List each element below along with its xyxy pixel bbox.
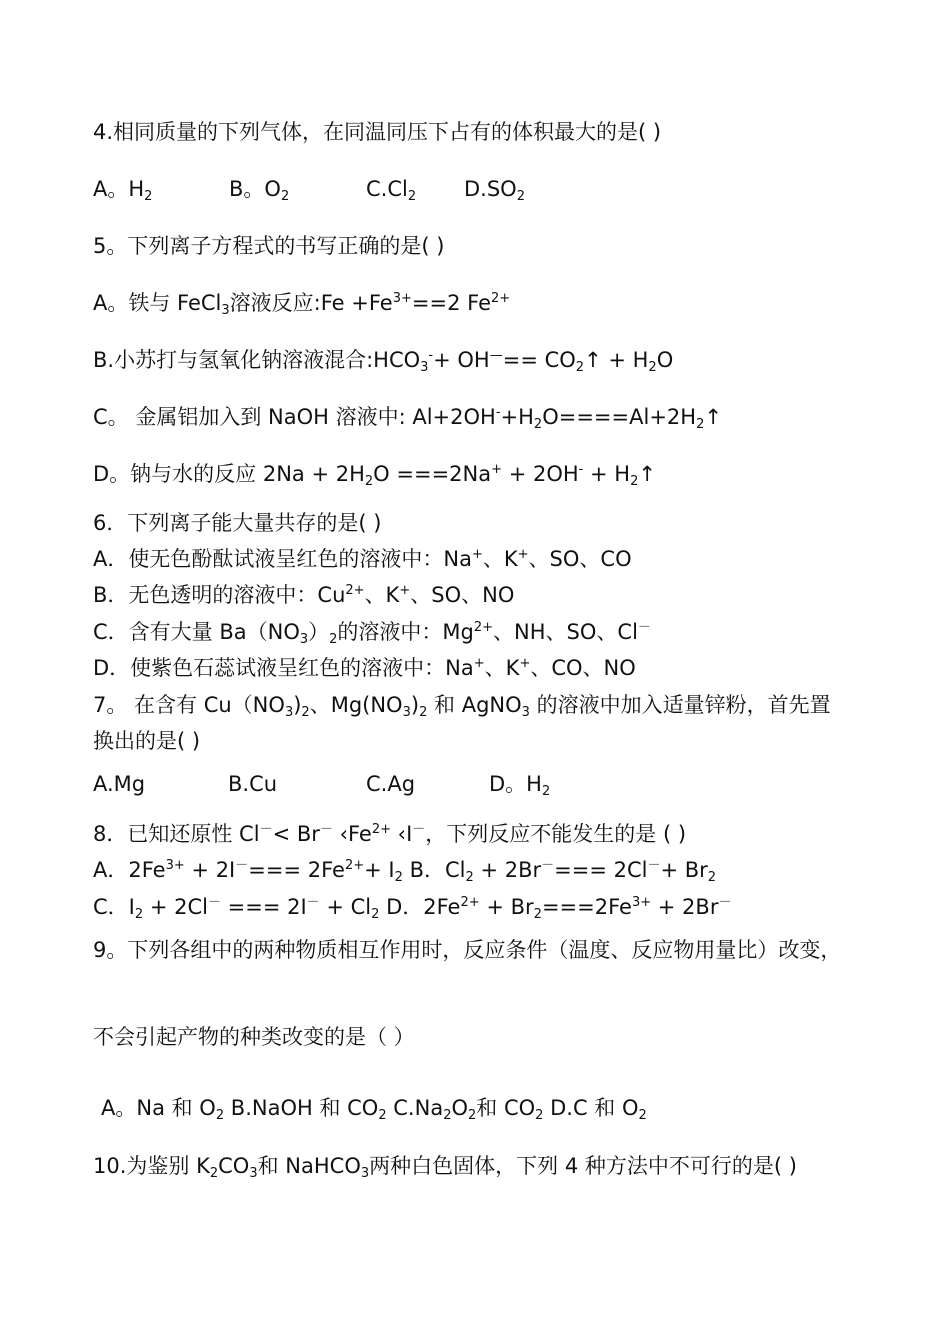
q8-stem: 8．已知还原性 Cl－< Br－ $‹Fe^{2+}$ ‹I－，下列反应不能发生的是 ( ) [93,822,687,846]
q6-option-a: A．使无色酚酞试液呈红色的溶液中：Na+、K+、SO、CO [93,547,632,571]
q8-options-ab: A．$2Fe^{3+} + 2I^-=== 2Fe^{2+}+ I_2$ B．$Cl_2 + 2Br^-=== 2Cl^-+ Br_2$ [93,858,717,885]
q7-stem: 7。 在含有 $Cu(NO_3)_2$、$Mg(NO_3)_2$ 和 AgNO$_3$ 的溶液中加入适量锌粉，首先置 [93,693,831,720]
q6-option-c: C．含有大量 $Ba(NO_3)_2$的溶液中：$Mg^{2+}$、NH、SO、Cl－ [93,620,651,647]
q7-stem-cont: 换出的是( ) [93,729,201,753]
q6-option-d: D．使紫色石蕊试液呈红色的溶液中：Na+、K+、CO、NO [93,656,636,680]
q4-stem: 4.相同质量的下列气体，在同温同压下占有的体积最大的是( ) [93,120,662,144]
q5-option-a: A。铁与 FeCl$_3$溶液反应:Fe $+Fe^{3+}==2$ $Fe^{2+}$ [93,291,511,318]
q10-stem: 10.为鉴别 $K_2CO_3$和 NaHCO$_3$两种白色固体，下列 4 种方法中不可行的是( ) [93,1154,797,1181]
q4-option-b: B。$O_2$ [229,177,290,204]
q5-option-d: D。钠与水的反应 $2Na + 2H_2O ===2Na^+ + 2OH^-$ + $H_2↑$ [93,462,656,489]
q5-option-b: B.小苏打与氢氧化钠溶液混合$:HCO_3^-+ OH^—==$ $CO_2↑ + H_2O$ [93,348,674,375]
q7-option-b: B.Cu [228,772,278,796]
q7-option-d: D。$H_2$ [489,772,551,799]
q9-options: A。Na 和 $O_2$ B.NaOH 和 $CO_2$ $C.Na_2O_2$和 $CO_2$ D.C 和 $O_2$ [101,1096,647,1123]
q6-stem: 6．下列离子能大量共存的是( ) [93,511,382,535]
q4-option-c: $C.Cl_2$ [366,177,417,204]
q7-option-c: C.Ag [366,772,416,796]
q7-option-a: A.Mg [93,772,146,796]
q5-stem: 5。下列离子方程式的书写正确的是( ) [93,234,445,258]
q4-option-d: $D.SO_2$ [464,177,525,204]
q9-stem-cont: 不会引起产物的种类改变的是（ ） [93,1025,415,1049]
q9-stem: 9。下列各组中的两种物质相互作用时，反应条件（温度、反应物用量比）改变， [93,938,842,962]
q5-option-c: C。 金属铝加入到 NaOH 溶液中: $Al+2OH^-+H_2O====Al+2H_2↑$ [93,405,722,432]
q6-option-b: B．无色透明的溶液中：$Cu^{2+}$、K+、SO、NO [93,583,515,607]
q4-option-a: A。$H_2$ [93,177,153,204]
q8-options-cd: C．$I_2 + 2Cl^-$ === $2I^- + Cl_2$ D．$2Fe^{2+} + Br_2===2Fe^{3+} + 2Br^-$ [93,895,732,922]
